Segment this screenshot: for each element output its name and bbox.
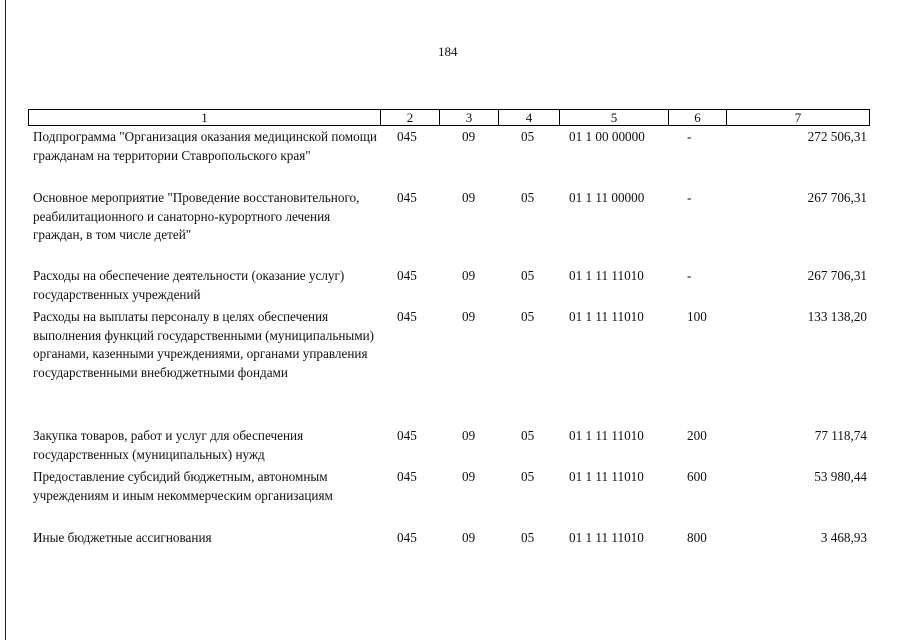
row-ved: 045: [397, 129, 417, 144]
row-ved: 045: [397, 428, 417, 443]
row-pr: 05: [521, 428, 535, 443]
row-sum: 77 118,74: [814, 428, 867, 443]
page-left-border: [5, 0, 6, 640]
table-header-cell: 3: [439, 109, 499, 126]
row-sum: 133 138,20: [807, 309, 867, 324]
row-rz: 09: [462, 530, 476, 545]
row-name: Расходы на выплаты персоналу в целях обеспечения выполнения функций государственными (муниципальными) органами, казенными учреждениями, органами управления государственными внебюджетными фондами: [33, 309, 375, 380]
row-pr: 05: [521, 530, 535, 545]
row-ved: 045: [397, 469, 417, 484]
row-vr: -: [687, 268, 692, 283]
table-header-cell: 6: [668, 109, 727, 126]
row-csr: 01 1 11 11010: [569, 309, 644, 324]
row-pr: 05: [521, 309, 535, 324]
row-rz: 09: [462, 309, 476, 324]
row-name: Закупка товаров, работ и услуг для обеспечения государственных (муниципальных) нужд: [33, 428, 304, 462]
row-csr: 01 1 11 11010: [569, 530, 644, 545]
table-header-cell: 4: [498, 109, 560, 126]
row-ved: 045: [397, 309, 417, 324]
row-pr: 05: [521, 190, 535, 205]
row-name: Подпрограмма "Организация оказания медицинской помощи гражданам на территории Ставропольского края": [33, 129, 377, 163]
row-name: Основное мероприятие "Проведение восстановительного, реабилитационного и санаторно-курортного лечения граждан, в том числе детей": [33, 190, 360, 242]
row-vr: -: [687, 190, 692, 205]
row-rz: 09: [462, 469, 476, 484]
row-csr: 01 1 00 00000: [569, 129, 645, 144]
row-vr: 800: [687, 530, 707, 545]
row-sum: 272 506,31: [807, 129, 867, 144]
row-name: Расходы на обеспечение деятельности (оказание услуг) государственных учреждений: [33, 268, 345, 302]
row-sum: 3 468,93: [820, 530, 867, 545]
row-csr: 01 1 11 11010: [569, 469, 644, 484]
row-rz: 09: [462, 428, 476, 443]
row-ved: 045: [397, 190, 417, 205]
row-pr: 05: [521, 469, 535, 484]
row-ved: 045: [397, 530, 417, 545]
row-vr: 600: [687, 469, 707, 484]
table-header-cell: 5: [559, 109, 669, 126]
row-vr: -: [687, 129, 692, 144]
table-header-cell: 1: [28, 109, 381, 126]
table-header-cell: 7: [726, 109, 870, 126]
row-csr: 01 1 11 00000: [569, 190, 645, 205]
row-pr: 05: [521, 129, 535, 144]
row-csr: 01 1 11 11010: [569, 428, 644, 443]
row-name: Иные бюджетные ассигнования: [33, 530, 212, 545]
row-rz: 09: [462, 190, 476, 205]
page-number: 184: [438, 44, 458, 59]
row-ved: 045: [397, 268, 417, 283]
row-csr: 01 1 11 11010: [569, 268, 644, 283]
row-vr: 100: [687, 309, 707, 324]
row-sum: 53 980,44: [814, 469, 867, 484]
row-name: Предоставление субсидий бюджетным, автономным учреждениям и иным некоммерческим организациям: [33, 469, 333, 503]
row-rz: 09: [462, 268, 476, 283]
row-sum: 267 706,31: [807, 190, 867, 205]
row-vr: 200: [687, 428, 707, 443]
table-header-cell: 2: [380, 109, 440, 126]
row-rz: 09: [462, 129, 476, 144]
row-pr: 05: [521, 268, 535, 283]
row-sum: 267 706,31: [807, 268, 867, 283]
